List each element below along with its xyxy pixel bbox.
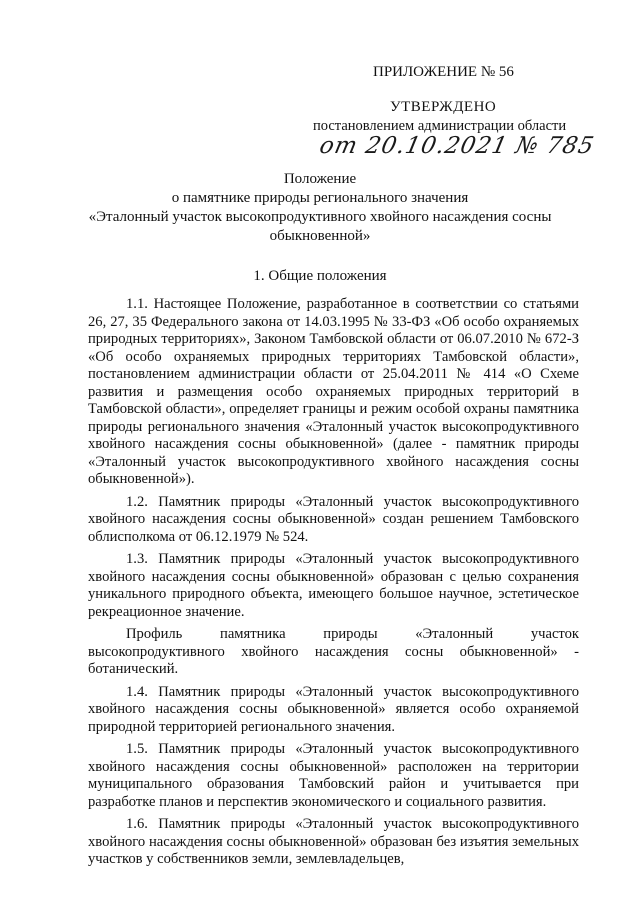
paragraph-1-3: 1.3. Памятник природы «Эталонный участок высокопродуктивного хвойного насаждения сосны обыкновенной» образован с целью сохранения уникального природного объекта, имеющего большое научное, эстетическое рекреационное значение. bbox=[88, 551, 579, 620]
appendix-number: ПРИЛОЖЕНИЕ № 56 bbox=[373, 64, 514, 80]
handwritten-date-number: от 20.10.2021 № 785 bbox=[317, 133, 597, 159]
paragraph-profile: Профиль памятника природы «Эталонный участок высокопродуктивного хвойного насаждения сосны обыкновенной» - ботанический. bbox=[88, 626, 579, 677]
section-heading: 1. Общие положения bbox=[253, 268, 387, 284]
approved-stamp-label: УТВЕРЖДЕНО bbox=[390, 99, 497, 115]
paragraph-1-6: 1.6. Памятник природы «Эталонный участок высокопродуктивного хвойного насаждения сосны обыкновенной» образован без изъятия земельных участков у собственников земли, землевладельцев, bbox=[88, 816, 579, 867]
document-title bbox=[60, 170, 580, 246]
paragraph-1-2: 1.2. Памятник природы «Эталонный участок высокопродуктивного хвойного насаждения сосны обыкновенной» создан решением Тамбовского облисполкома от 06.12.1979 № 524. bbox=[88, 493, 579, 545]
title-line-1: Положение bbox=[283, 171, 357, 187]
title-line-3: «Эталонный участок высокопродуктивного хвойного насаждения сосны обыкновенной» bbox=[88, 209, 552, 244]
paragraph-1-5: 1.5. Памятник природы «Эталонный участок высокопродуктивного хвойного насаждения сосны обыкновенной» расположен на территории муниципального образования Тамбовский район и учитывается при разработке планов и перспектив экономического и социального развития. bbox=[88, 741, 579, 810]
section-body bbox=[88, 296, 579, 874]
decree-line: постановлением администрации области bbox=[313, 118, 567, 134]
paragraph-1-4: 1.4. Памятник природы «Эталонный участок высокопродуктивного хвойного насаждения сосны обыкновенной» является особо охраняемой природной территорией регионального значения. bbox=[88, 683, 579, 735]
paragraph-1-1: 1.1. Настоящее Положение, разработанное в соответствии со статьями 26, 27, 35 Федерального закона от 14.03.1995 № 33-ФЗ «Об особо охраняемых природных территориях», Законом Тамбовской области от 06.07.2010 № 672-З «Об особо охраняемых природных территориях Тамбовской области», постановлением администрации области от 25.04.2011 № 414 «О Схеме развития и размещения особо охраняемых природных территорий в Тамбовской области», определяет границы и режим особой охраны памятника природы регионального значения «Эталонный участок высокопродуктивного хвойного насаждения сосны обыкновенной» (далее - памятник природы «Эталонный участок высокопродуктивного хвойного насаждения сосны обыкновенной»). bbox=[88, 296, 579, 487]
title-line-2: о памятнике природы регионального значения bbox=[171, 190, 469, 206]
